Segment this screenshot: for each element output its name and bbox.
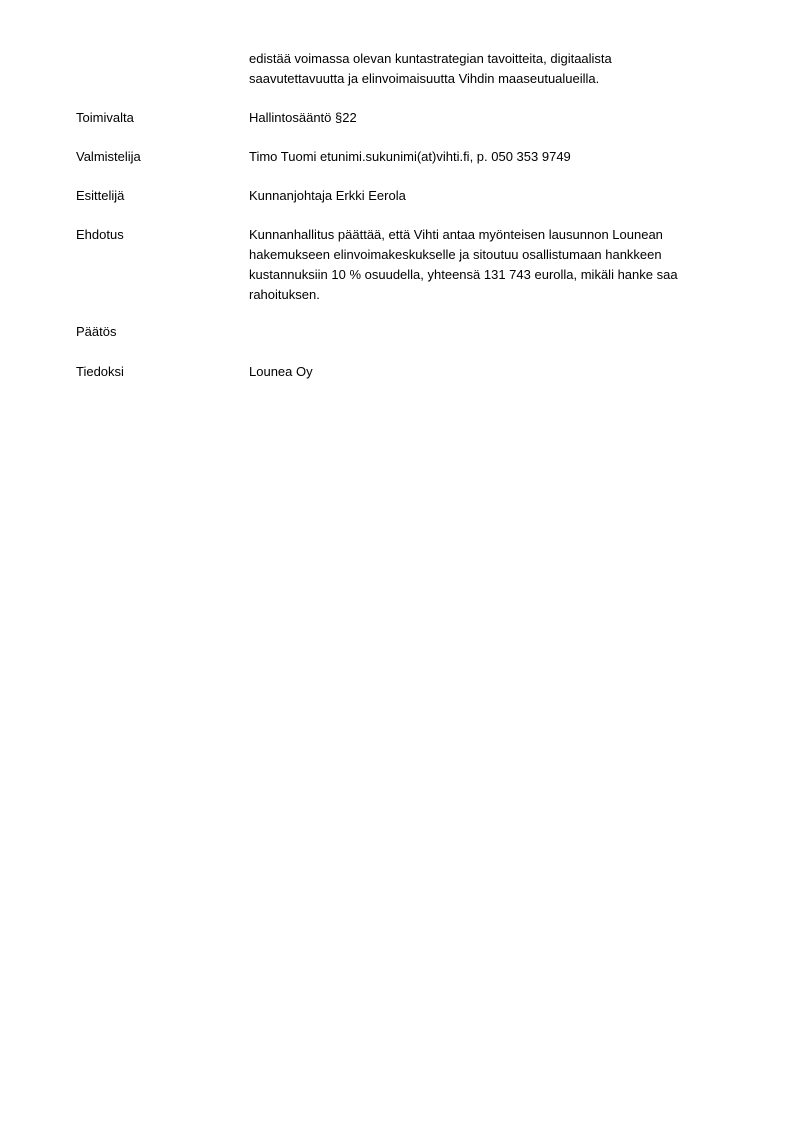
field-value bbox=[249, 147, 734, 167]
field-label: Tiedoksi bbox=[76, 364, 124, 379]
field-value-line: Lounea Oy bbox=[249, 364, 313, 379]
field-value-line: Kunnanhallitus päättää, että Vihti antaa myönteisen lausunnon Lounean bbox=[249, 227, 663, 242]
field-label: Valmistelija bbox=[76, 149, 141, 164]
field-value-line: hakemukseen elinvoimakeskukselle ja sitoutuu osallistumaan hankkeen bbox=[249, 247, 662, 262]
field-label: Päätös bbox=[76, 324, 117, 339]
field-label: Esittelijä bbox=[76, 188, 125, 203]
field-label: Toimivalta bbox=[76, 110, 134, 125]
paragraph-line: edistää voimassa olevan kuntastrategian tavoitteita, digitaalista bbox=[249, 51, 612, 66]
field-value-line: Hallintosääntö §22 bbox=[249, 110, 357, 125]
continued-paragraph bbox=[249, 49, 729, 89]
field-value-line: Timo Tuomi etunimi.sukunimi(at)vihti.fi, p. 050 353 9749 bbox=[249, 149, 571, 164]
paragraph-line: saavutettavuutta ja elinvoimaisuutta Vihdin maaseutualueilla. bbox=[249, 71, 600, 86]
field-value bbox=[249, 186, 734, 206]
field-value bbox=[249, 108, 734, 128]
field-value-line: Kunnanjohtaja Erkki Eerola bbox=[249, 188, 406, 203]
field-value bbox=[249, 362, 734, 382]
field-label: Ehdotus bbox=[76, 227, 124, 242]
field-value bbox=[249, 225, 734, 305]
field-value-line: rahoituksen. bbox=[249, 287, 320, 302]
field-value-line: kustannuksiin 10 % osuudella, yhteensä 131 743 eurolla, mikäli hanke saa bbox=[249, 267, 678, 282]
